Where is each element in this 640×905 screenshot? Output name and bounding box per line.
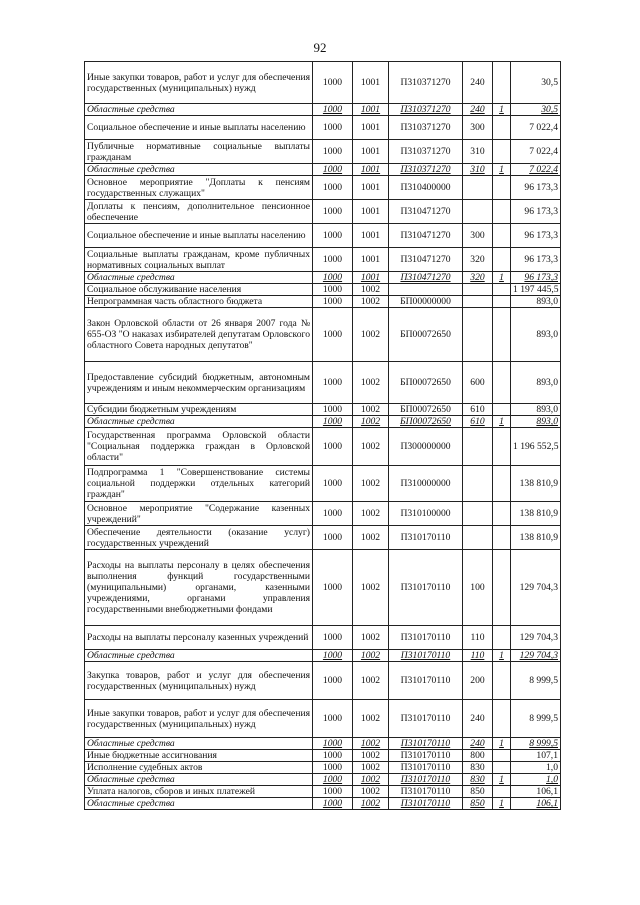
- row-section-code: 1000: [313, 626, 353, 650]
- row-amount: 96 173,3: [511, 272, 561, 284]
- table-row: [85, 200, 561, 224]
- row-name: Областные средства: [85, 650, 313, 662]
- row-section-code: 1000: [313, 308, 353, 362]
- row-funding-source: [493, 200, 511, 224]
- row-subsection-code: 1002: [353, 404, 389, 416]
- row-funding-source: 1: [493, 272, 511, 284]
- table-row-regional-funds: [85, 104, 561, 116]
- row-amount: 30,5: [511, 62, 561, 104]
- table-row: [85, 466, 561, 502]
- row-expense-type-code: 200: [463, 662, 493, 700]
- table-row: [85, 750, 561, 762]
- row-section-code: 1000: [313, 466, 353, 502]
- row-section-code: 1000: [313, 116, 353, 140]
- row-section-code: 1000: [313, 550, 353, 626]
- row-subsection-code: 1001: [353, 164, 389, 176]
- row-target-article-code: П310170110: [389, 526, 463, 550]
- row-target-article-code: П310170110: [389, 650, 463, 662]
- row-expense-type-code: [463, 428, 493, 466]
- row-funding-source: [493, 404, 511, 416]
- row-target-article-code: П310170110: [389, 786, 463, 798]
- row-expense-type-code: 830: [463, 762, 493, 774]
- row-section-code: 1000: [313, 502, 353, 526]
- row-name: Иные бюджетные ассигнования: [85, 750, 313, 762]
- row-name: Публичные нормативные социальные выплаты гражданам: [85, 140, 313, 164]
- row-name: Областные средства: [85, 774, 313, 786]
- table-row: [85, 526, 561, 550]
- row-funding-source: [493, 176, 511, 200]
- row-amount: 7 022,4: [511, 140, 561, 164]
- row-target-article-code: П310471270: [389, 248, 463, 272]
- row-funding-source: [493, 428, 511, 466]
- row-subsection-code: 1001: [353, 200, 389, 224]
- row-section-code: 1000: [313, 750, 353, 762]
- row-expense-type-code: 850: [463, 798, 493, 810]
- row-funding-source: [493, 224, 511, 248]
- row-subsection-code: 1002: [353, 738, 389, 750]
- row-target-article-code: БП00072650: [389, 308, 463, 362]
- row-expense-type-code: [463, 466, 493, 502]
- row-subsection-code: 1002: [353, 762, 389, 774]
- row-subsection-code: 1002: [353, 296, 389, 308]
- row-target-article-code: П310170110: [389, 700, 463, 738]
- row-target-article-code: П310170110: [389, 762, 463, 774]
- row-subsection-code: 1001: [353, 116, 389, 140]
- row-subsection-code: 1002: [353, 774, 389, 786]
- row-subsection-code: 1001: [353, 272, 389, 284]
- row-name: Непрограммная часть областного бюджета: [85, 296, 313, 308]
- row-amount: 7 022,4: [511, 116, 561, 140]
- row-name: Исполнение судебных актов: [85, 762, 313, 774]
- row-subsection-code: 1002: [353, 626, 389, 650]
- table-row: [85, 62, 561, 104]
- row-name: Социальные выплаты гражданам, кроме публичных нормативных социальных выплат: [85, 248, 313, 272]
- row-section-code: 1000: [313, 738, 353, 750]
- table-row-regional-funds: [85, 774, 561, 786]
- table-row-regional-funds: [85, 798, 561, 810]
- row-target-article-code: П310170110: [389, 774, 463, 786]
- row-subsection-code: 1002: [353, 786, 389, 798]
- row-subsection-code: 1002: [353, 308, 389, 362]
- row-expense-type-code: 610: [463, 404, 493, 416]
- row-expense-type-code: 240: [463, 62, 493, 104]
- row-amount: 893,0: [511, 308, 561, 362]
- row-subsection-code: 1001: [353, 104, 389, 116]
- row-target-article-code: [389, 284, 463, 296]
- row-target-article-code: П310170110: [389, 750, 463, 762]
- table-row: [85, 224, 561, 248]
- row-subsection-code: 1001: [353, 176, 389, 200]
- row-amount: 129 704,3: [511, 626, 561, 650]
- row-section-code: 1000: [313, 700, 353, 738]
- row-section-code: 1000: [313, 248, 353, 272]
- row-amount: 96 173,3: [511, 224, 561, 248]
- table-row: [85, 502, 561, 526]
- row-name: Областные средства: [85, 738, 313, 750]
- row-amount: 96 173,3: [511, 176, 561, 200]
- table-row-regional-funds: [85, 272, 561, 284]
- table-row: [85, 762, 561, 774]
- row-expense-type-code: 240: [463, 700, 493, 738]
- row-funding-source: [493, 248, 511, 272]
- row-expense-type-code: [463, 284, 493, 296]
- row-subsection-code: 1002: [353, 362, 389, 404]
- row-amount: 30,5: [511, 104, 561, 116]
- row-amount: 1 196 552,5: [511, 428, 561, 466]
- row-target-article-code: П310400000: [389, 176, 463, 200]
- row-section-code: 1000: [313, 272, 353, 284]
- row-name: Закупка товаров, работ и услуг для обеспечения государственных (муниципальных) нужд: [85, 662, 313, 700]
- row-name: Основное мероприятие "Содержание казенных учреждений": [85, 502, 313, 526]
- row-funding-source: [493, 140, 511, 164]
- row-target-article-code: П310471270: [389, 272, 463, 284]
- row-target-article-code: П310371270: [389, 62, 463, 104]
- row-subsection-code: 1002: [353, 466, 389, 502]
- page-number: 92: [313, 40, 327, 55]
- row-funding-source: [493, 284, 511, 296]
- row-name: Областные средства: [85, 164, 313, 176]
- row-target-article-code: П310471270: [389, 224, 463, 248]
- row-funding-source: [493, 786, 511, 798]
- row-section-code: 1000: [313, 140, 353, 164]
- row-section-code: 1000: [313, 774, 353, 786]
- row-expense-type-code: 610: [463, 416, 493, 428]
- row-amount: 1,0: [511, 774, 561, 786]
- row-expense-type-code: 110: [463, 650, 493, 662]
- row-funding-source: [493, 700, 511, 738]
- row-name: Социальное обеспечение и иные выплаты населению: [85, 116, 313, 140]
- row-amount: 893,0: [511, 362, 561, 404]
- row-subsection-code: 1002: [353, 650, 389, 662]
- row-section-code: 1000: [313, 362, 353, 404]
- row-funding-source: 1: [493, 104, 511, 116]
- row-section-code: 1000: [313, 62, 353, 104]
- row-funding-source: [493, 550, 511, 626]
- row-amount: 893,0: [511, 404, 561, 416]
- row-name: Закон Орловской области от 26 января 2007 года № 655-ОЗ "О наказах избирателей депутатам Орловского областного Совета народных депутатов": [85, 308, 313, 362]
- row-name: Областные средства: [85, 272, 313, 284]
- budget-table: [84, 61, 561, 810]
- row-funding-source: [493, 626, 511, 650]
- row-funding-source: [493, 526, 511, 550]
- row-funding-source: 1: [493, 738, 511, 750]
- row-subsection-code: 1002: [353, 416, 389, 428]
- row-expense-type-code: [463, 296, 493, 308]
- row-name: Обеспечение деятельности (оказание услуг) государственных учреждений: [85, 526, 313, 550]
- row-subsection-code: 1002: [353, 550, 389, 626]
- row-section-code: 1000: [313, 428, 353, 466]
- row-expense-type-code: 240: [463, 738, 493, 750]
- table-row: [85, 550, 561, 626]
- row-target-article-code: П310170110: [389, 550, 463, 626]
- row-name: Подпрограмма 1 "Совершенствование системы социальной поддержки отдельных категорий граждан": [85, 466, 313, 502]
- row-target-article-code: П310170110: [389, 798, 463, 810]
- row-target-article-code: П310170110: [389, 738, 463, 750]
- row-funding-source: [493, 62, 511, 104]
- row-section-code: 1000: [313, 662, 353, 700]
- row-amount: 138 810,9: [511, 466, 561, 502]
- row-subsection-code: 1002: [353, 750, 389, 762]
- row-subsection-code: 1002: [353, 284, 389, 296]
- table-row: [85, 662, 561, 700]
- row-target-article-code: П310371270: [389, 140, 463, 164]
- row-name: Расходы на выплаты персоналу в целях обеспечения выполнения функций государственными (муниципальными) органами, казенными учреждениями, органами управления государственными внебюджетными фондами: [85, 550, 313, 626]
- row-target-article-code: БП00072650: [389, 416, 463, 428]
- row-name: Областные средства: [85, 798, 313, 810]
- row-subsection-code: 1001: [353, 62, 389, 104]
- row-name: Социальное обеспечение и иные выплаты населению: [85, 224, 313, 248]
- row-amount: 107,1: [511, 750, 561, 762]
- row-subsection-code: 1002: [353, 662, 389, 700]
- row-funding-source: [493, 466, 511, 502]
- row-expense-type-code: [463, 502, 493, 526]
- row-funding-source: [493, 116, 511, 140]
- row-name: Предоставление субсидий бюджетным, автономным учреждениям и иным некоммерческим организациям: [85, 362, 313, 404]
- row-amount: 129 704,3: [511, 550, 561, 626]
- row-funding-source: 1: [493, 164, 511, 176]
- row-section-code: 1000: [313, 762, 353, 774]
- row-subsection-code: 1002: [353, 526, 389, 550]
- row-expense-type-code: [463, 200, 493, 224]
- row-section-code: 1000: [313, 650, 353, 662]
- table-row-regional-funds: [85, 164, 561, 176]
- row-amount: 106,1: [511, 798, 561, 810]
- row-target-article-code: П310371270: [389, 164, 463, 176]
- row-section-code: 1000: [313, 104, 353, 116]
- row-expense-type-code: 310: [463, 164, 493, 176]
- row-target-article-code: П310170110: [389, 662, 463, 700]
- row-target-article-code: П310000000: [389, 466, 463, 502]
- row-target-article-code: П300000000: [389, 428, 463, 466]
- row-target-article-code: БП00072650: [389, 404, 463, 416]
- table-row-regional-funds: [85, 738, 561, 750]
- row-expense-type-code: [463, 526, 493, 550]
- budget-table-body: [85, 62, 561, 810]
- row-expense-type-code: 100: [463, 550, 493, 626]
- row-name: Социальное обслуживание населения: [85, 284, 313, 296]
- row-section-code: 1000: [313, 404, 353, 416]
- row-amount: 8 999,5: [511, 662, 561, 700]
- row-name: Государственная программа Орловской области "Социальная поддержка граждан в Орловской области": [85, 428, 313, 466]
- table-row: [85, 284, 561, 296]
- row-expense-type-code: 320: [463, 272, 493, 284]
- table-row: [85, 176, 561, 200]
- row-section-code: 1000: [313, 416, 353, 428]
- row-funding-source: 1: [493, 650, 511, 662]
- row-expense-type-code: 800: [463, 750, 493, 762]
- row-funding-source: 1: [493, 798, 511, 810]
- row-section-code: 1000: [313, 200, 353, 224]
- row-section-code: 1000: [313, 296, 353, 308]
- row-amount: 96 173,3: [511, 200, 561, 224]
- table-row: [85, 116, 561, 140]
- table-row: [85, 700, 561, 738]
- row-subsection-code: 1001: [353, 140, 389, 164]
- row-amount: 138 810,9: [511, 502, 561, 526]
- row-expense-type-code: 300: [463, 116, 493, 140]
- row-target-article-code: БП00000000: [389, 296, 463, 308]
- row-target-article-code: П310100000: [389, 502, 463, 526]
- row-funding-source: [493, 308, 511, 362]
- row-section-code: 1000: [313, 284, 353, 296]
- row-target-article-code: П310371270: [389, 116, 463, 140]
- row-section-code: 1000: [313, 164, 353, 176]
- row-name: Субсидии бюджетным учреждениям: [85, 404, 313, 416]
- table-row-regional-funds: [85, 416, 561, 428]
- row-funding-source: [493, 502, 511, 526]
- table-row: [85, 140, 561, 164]
- row-funding-source: 1: [493, 416, 511, 428]
- row-expense-type-code: [463, 176, 493, 200]
- row-subsection-code: 1002: [353, 428, 389, 466]
- row-name: Расходы на выплаты персоналу казенных учреждений: [85, 626, 313, 650]
- row-amount: 1 197 445,5: [511, 284, 561, 296]
- row-section-code: 1000: [313, 798, 353, 810]
- row-subsection-code: 1002: [353, 798, 389, 810]
- row-amount: 893,0: [511, 416, 561, 428]
- row-amount: 893,0: [511, 296, 561, 308]
- row-expense-type-code: 320: [463, 248, 493, 272]
- row-section-code: 1000: [313, 786, 353, 798]
- row-funding-source: [493, 296, 511, 308]
- row-section-code: 1000: [313, 526, 353, 550]
- row-funding-source: [493, 750, 511, 762]
- row-section-code: 1000: [313, 176, 353, 200]
- row-amount: 8 999,5: [511, 700, 561, 738]
- row-expense-type-code: [463, 308, 493, 362]
- row-subsection-code: 1001: [353, 224, 389, 248]
- row-funding-source: [493, 762, 511, 774]
- row-target-article-code: П310170110: [389, 626, 463, 650]
- row-amount: 96 173,3: [511, 248, 561, 272]
- row-funding-source: 1: [493, 774, 511, 786]
- row-name: Иные закупки товаров, работ и услуг для обеспечения государственных (муниципальных) нужд: [85, 62, 313, 104]
- row-amount: 106,1: [511, 786, 561, 798]
- table-row: [85, 248, 561, 272]
- row-funding-source: [493, 362, 511, 404]
- row-name: Основное мероприятие "Доплаты к пенсиям государственных служащих": [85, 176, 313, 200]
- table-row: [85, 626, 561, 650]
- row-amount: 138 810,9: [511, 526, 561, 550]
- table-row: [85, 404, 561, 416]
- row-amount: 1,0: [511, 762, 561, 774]
- row-target-article-code: П310371270: [389, 104, 463, 116]
- row-name: Доплаты к пенсиям, дополнительное пенсионное обеспечение: [85, 200, 313, 224]
- row-expense-type-code: 310: [463, 140, 493, 164]
- row-name: Уплата налогов, сборов и иных платежей: [85, 786, 313, 798]
- row-amount: 7 022,4: [511, 164, 561, 176]
- table-row: [85, 786, 561, 798]
- row-expense-type-code: 240: [463, 104, 493, 116]
- row-subsection-code: 1001: [353, 248, 389, 272]
- row-target-article-code: БП00072650: [389, 362, 463, 404]
- row-section-code: 1000: [313, 224, 353, 248]
- table-row: [85, 428, 561, 466]
- row-funding-source: [493, 662, 511, 700]
- table-row: [85, 308, 561, 362]
- row-expense-type-code: 600: [463, 362, 493, 404]
- row-name: Областные средства: [85, 104, 313, 116]
- row-target-article-code: П310471270: [389, 200, 463, 224]
- row-expense-type-code: 110: [463, 626, 493, 650]
- row-amount: 8 999,5: [511, 738, 561, 750]
- row-subsection-code: 1002: [353, 502, 389, 526]
- row-subsection-code: 1002: [353, 700, 389, 738]
- table-row-regional-funds: [85, 650, 561, 662]
- table-row: [85, 362, 561, 404]
- row-amount: 129 704,3: [511, 650, 561, 662]
- row-name: Областные средства: [85, 416, 313, 428]
- row-expense-type-code: 850: [463, 786, 493, 798]
- row-expense-type-code: 830: [463, 774, 493, 786]
- table-row: [85, 296, 561, 308]
- row-expense-type-code: 300: [463, 224, 493, 248]
- row-name: Иные закупки товаров, работ и услуг для обеспечения государственных (муниципальных) нужд: [85, 700, 313, 738]
